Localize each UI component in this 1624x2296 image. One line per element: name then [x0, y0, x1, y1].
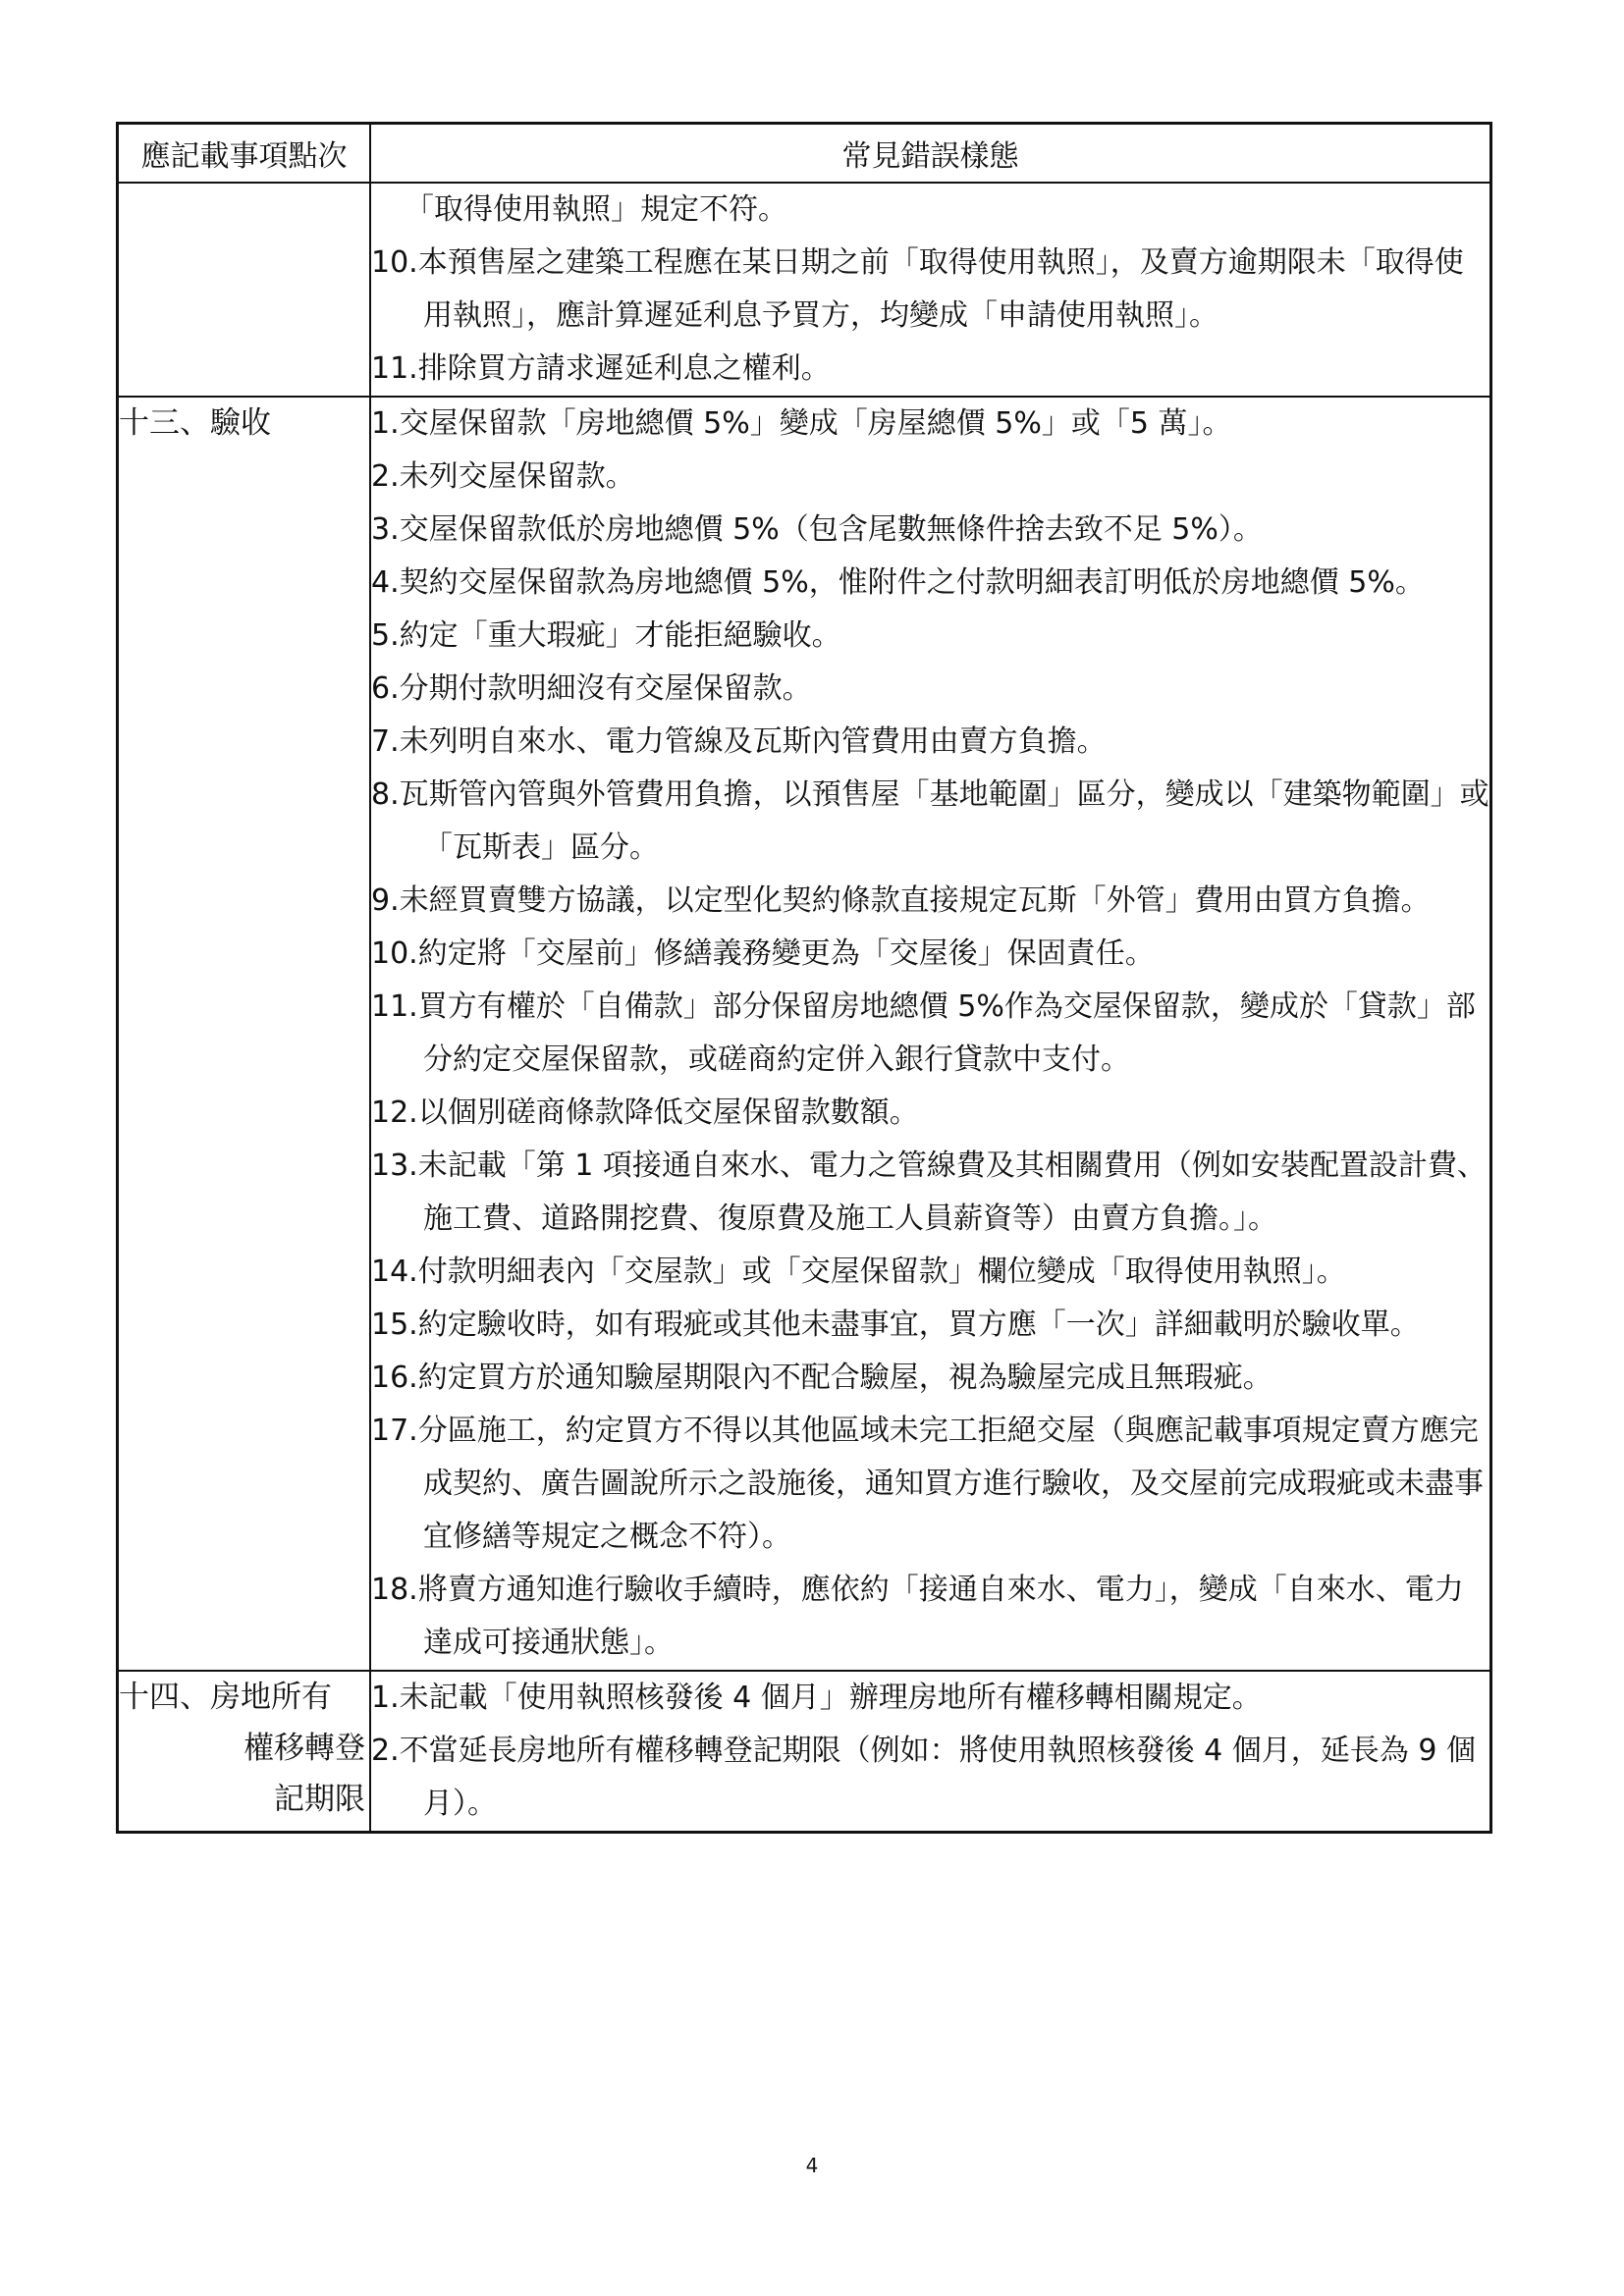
error-patterns-cell: [370, 183, 1491, 397]
item-text: 本預售屋之建築工程應在某日期之前「取得使用執照」，及賣方逾期限未「取得使用執照」，應計算遲延利息予買方，均變成「申請使用執照」。: [417, 245, 1464, 333]
item-text: 未記載「第 1 項接通自來水、電力之管線費及其相關費用（例如安裝配置設計費、施工費、道路開挖費、復原費及施工人員薪資等）由賣方負擔。」。: [417, 1148, 1487, 1236]
error-item: [371, 769, 1489, 875]
item-text: 付款明細表內「交屋款」或「交屋保留款」欄位變成「取得使用執照」。: [417, 1255, 1346, 1289]
error-item: [371, 1087, 1489, 1140]
item-number: 4.: [371, 565, 400, 600]
item-number: 16.: [371, 1361, 418, 1395]
error-item: [371, 1246, 1489, 1299]
page-number: 4: [805, 2154, 819, 2177]
item-number: 7.: [371, 724, 400, 759]
column-header: 常見錯誤樣態: [370, 124, 1491, 184]
error-item: [371, 1299, 1489, 1352]
category-label-line: 權移轉登: [244, 1731, 365, 1766]
item-number: 11.: [371, 351, 418, 386]
error-item: [371, 557, 1489, 610]
item-text: 將賣方通知進行驗收手續時，應依約「接通自來水、電力」，變成「自來水、電力達成可接通狀態」。: [417, 1573, 1464, 1660]
item-number: 1.: [371, 406, 400, 441]
item-text: 排除買方請求遲延利息之權利。: [417, 351, 831, 386]
error-patterns-table: [116, 122, 1492, 1834]
category-label-line: 記期限: [274, 1782, 365, 1817]
error-item: [371, 610, 1489, 663]
error-item: [371, 398, 1489, 451]
item-number: 3.: [371, 512, 400, 547]
error-item: [371, 981, 1489, 1087]
item-text: 分區施工，約定買方不得以其他區域未完工拒絕交屋（與應記載事項規定賣方應完成契約、廣告圖說所示之設施後，通知買方進行驗收，及交屋前完成瑕疵或未盡事宜修繕等規定之概念不符）。: [417, 1414, 1484, 1554]
error-item: [371, 184, 1489, 237]
error-item: [371, 1405, 1489, 1564]
item-number: 10.: [371, 245, 418, 280]
category-label-line: 十三、驗收: [119, 405, 271, 441]
item-number: 2.: [371, 1734, 400, 1768]
table-row: [118, 183, 1491, 397]
item-text: 契約交屋保留款為房地總價 5%，惟附件之付款明細表訂明低於房地總價 5%。: [399, 565, 1425, 600]
error-item: [371, 875, 1489, 928]
error-item: [371, 1352, 1489, 1405]
item-number: 11.: [371, 989, 418, 1024]
error-item: [371, 1564, 1489, 1670]
error-item: [371, 663, 1489, 716]
item-text: 瓦斯管內管與外管費用負擔，以預售屋「基地範圍」區分，變成以「建築物範圍」或「瓦斯表」區分。: [399, 777, 1489, 865]
item-text: 「取得使用執照」規定不符。: [405, 192, 787, 227]
item-text: 未列交屋保留款。: [399, 459, 635, 494]
item-number: 17.: [371, 1414, 418, 1448]
item-number: 14.: [371, 1255, 418, 1289]
item-number: 5.: [371, 618, 400, 653]
item-number: 1.: [371, 1681, 400, 1715]
item-text: 以個別磋商條款降低交屋保留款數額。: [417, 1095, 919, 1130]
item-number: 10.: [371, 936, 418, 971]
item-text: 分期付款明細沒有交屋保留款。: [399, 671, 812, 706]
error-item: [371, 1725, 1489, 1831]
item-text: 約定驗收時，如有瑕疵或其他未盡事宜，買方應「一次」詳細載明於驗收單。: [417, 1308, 1420, 1342]
error-item: [371, 343, 1489, 396]
table-row: [118, 1671, 1491, 1833]
item-text: 約定「重大瑕疵」才能拒絕驗收。: [399, 618, 841, 653]
item-number: 2.: [371, 459, 400, 494]
error-item: [371, 1140, 1489, 1246]
item-number: 15.: [371, 1308, 418, 1342]
column-header: 應記載事項點次: [118, 124, 371, 184]
table-header-row: [118, 124, 1491, 184]
table-row: [118, 397, 1491, 1671]
item-number: 6.: [371, 671, 400, 706]
item-text: 交屋保留款低於房地總價 5%（包含尾數無條件捨去致不足 5%）。: [399, 512, 1263, 547]
item-number: 12.: [371, 1095, 418, 1130]
item-text: 不當延長房地所有權移轉登記期限（例如：將使用執照核發後 4 個月，延長為 9 個月）。: [399, 1734, 1476, 1821]
error-patterns-cell: [370, 1671, 1491, 1833]
error-item: [371, 237, 1489, 343]
item-text: 未經買賣雙方協議，以定型化契約條款直接規定瓦斯「外管」費用由買方負擔。: [399, 883, 1431, 918]
item-text: 約定將「交屋前」修繕義務變更為「交屋後」保固責任。: [417, 936, 1155, 971]
item-text: 未記載「使用執照核發後 4 個月」辦理房地所有權移轉相關規定。: [399, 1681, 1262, 1715]
item-category-cell: [118, 397, 371, 1671]
category-label-line: 十四、房地所有: [119, 1680, 332, 1715]
item-category-cell: [118, 183, 371, 397]
error-item: [371, 504, 1489, 557]
error-item: [371, 716, 1489, 769]
table-body: [118, 183, 1491, 1833]
item-number: 9.: [371, 883, 400, 918]
item-category-cell: [118, 1671, 371, 1833]
error-item: [371, 928, 1489, 981]
error-patterns-cell: [370, 397, 1491, 1671]
item-text: 交屋保留款「房地總價 5%」變成「房屋總價 5%」或「5 萬」。: [399, 406, 1232, 441]
item-text: 買方有權於「自備款」部分保留房地總價 5%作為交屋保留款，變成於「貸款」部分約定交屋保留款，或磋商約定併入銀行貸款中支付。: [417, 989, 1476, 1077]
error-item: [371, 451, 1489, 504]
item-text: 未列明自來水、電力管線及瓦斯內管費用由賣方負擔。: [399, 724, 1107, 759]
error-item: [371, 1672, 1489, 1725]
item-text: 約定買方於通知驗屋期限內不配合驗屋，視為驗屋完成且無瑕疵。: [417, 1361, 1272, 1395]
item-number: 13.: [371, 1148, 418, 1183]
item-number: 18.: [371, 1573, 418, 1607]
item-number: 8.: [371, 777, 400, 812]
